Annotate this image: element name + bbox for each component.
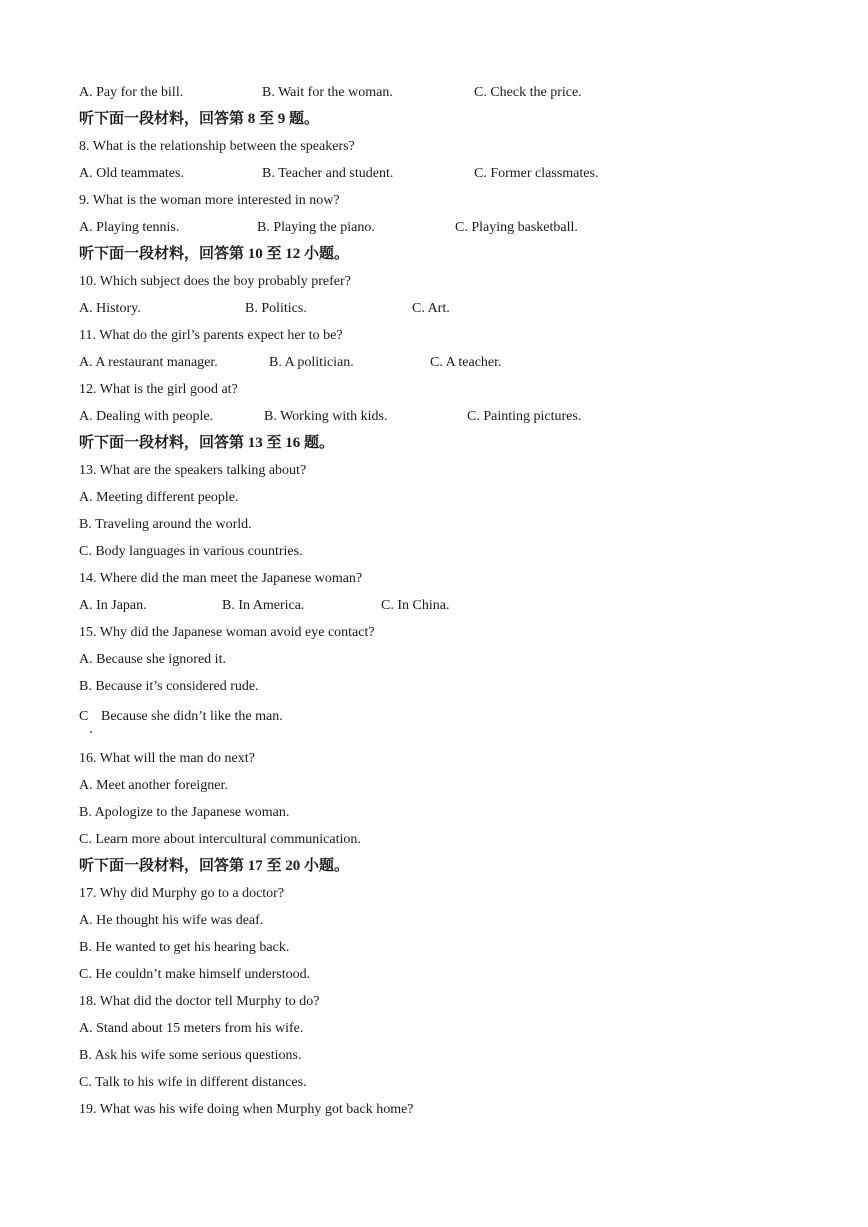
question-13: 13. What are the speakers talking about? (79, 463, 307, 478)
section-heading-13-16: 听下面一段材料，回答第 13 至 16 题。 (79, 435, 335, 451)
option-18b: B. Ask his wife some serious questions. (79, 1048, 302, 1063)
question-10: 10. Which subject does the boy probably prefer? (79, 274, 351, 289)
question-12: 12. What is the girl good at? (79, 382, 238, 397)
option-8c: C. Former classmates. (474, 166, 599, 181)
question-17: 17. Why did Murphy go to a doctor? (79, 886, 285, 901)
option-15c-text: Because she didn’t like the man. (101, 709, 283, 724)
option-14c: C. In China. (381, 598, 450, 613)
option-15a: A. Because she ignored it. (79, 652, 226, 667)
option-16b: B. Apologize to the Japanese woman. (79, 805, 290, 820)
option-9b: B. Playing the piano. (257, 220, 375, 235)
option-14b: B. In America. (222, 598, 305, 613)
option-18c: C. Talk to his wife in different distances. (79, 1075, 307, 1090)
option-18a: A. Stand about 15 meters from his wife. (79, 1021, 304, 1036)
option-17c: C. He couldn’t make himself understood. (79, 967, 311, 982)
question-14: 14. Where did the man meet the Japanese woman? (79, 571, 363, 586)
option-17a: A. He thought his wife was deaf. (79, 913, 264, 928)
question-9: 9. What is the woman more interested in now? (79, 193, 340, 208)
option-16a: A. Meet another foreigner. (79, 778, 228, 793)
option-7c: C. Check the price. (474, 85, 582, 100)
option-14a: A. In Japan. (79, 598, 147, 613)
option-8b: B. Teacher and student. (262, 166, 394, 181)
section-heading-17-20: 听下面一段材料，回答第 17 至 20 小题。 (79, 858, 350, 874)
option-10c: C. Art. (412, 301, 450, 316)
option-8a: A. Old teammates. (79, 166, 184, 181)
option-12b: B. Working with kids. (264, 409, 388, 424)
option-10b: B. Politics. (245, 301, 307, 316)
question-19: 19. What was his wife doing when Murphy got back home? (79, 1102, 414, 1117)
option-7a: A. Pay for the bill. (79, 85, 184, 100)
option-12c: C. Painting pictures. (467, 409, 582, 424)
option-13a: A. Meeting different people. (79, 490, 239, 505)
question-11: 11. What do the girl’s parents expect her to be? (79, 328, 343, 343)
option-15b: B. Because it’s considered rude. (79, 679, 259, 694)
option-13c: C. Body languages in various countries. (79, 544, 303, 559)
option-11c: C. A teacher. (430, 355, 502, 370)
option-15c-letter: C (79, 709, 89, 724)
option-16c: C. Learn more about intercultural communication. (79, 832, 361, 847)
section-heading-10-12: 听下面一段材料，回答第 10 至 12 小题。 (79, 246, 350, 262)
stray-dot-mark (90, 731, 92, 733)
question-8: 8. What is the relationship between the speakers? (79, 139, 355, 154)
option-10a: A. History. (79, 301, 141, 316)
option-9c: C. Playing basketball. (455, 220, 578, 235)
option-13b: B. Traveling around the world. (79, 517, 252, 532)
option-17b: B. He wanted to get his hearing back. (79, 940, 290, 955)
option-11a: A. A restaurant manager. (79, 355, 218, 370)
question-18: 18. What did the doctor tell Murphy to do? (79, 994, 320, 1009)
section-heading-8-9: 听下面一段材料，回答第 8 至 9 题。 (79, 111, 320, 127)
option-9a: A. Playing tennis. (79, 220, 180, 235)
question-16: 16. What will the man do next? (79, 751, 255, 766)
option-11b: B. A politician. (269, 355, 354, 370)
option-7b: B. Wait for the woman. (262, 85, 393, 100)
option-12a: A. Dealing with people. (79, 409, 214, 424)
question-15: 15. Why did the Japanese woman avoid eye contact? (79, 625, 375, 640)
